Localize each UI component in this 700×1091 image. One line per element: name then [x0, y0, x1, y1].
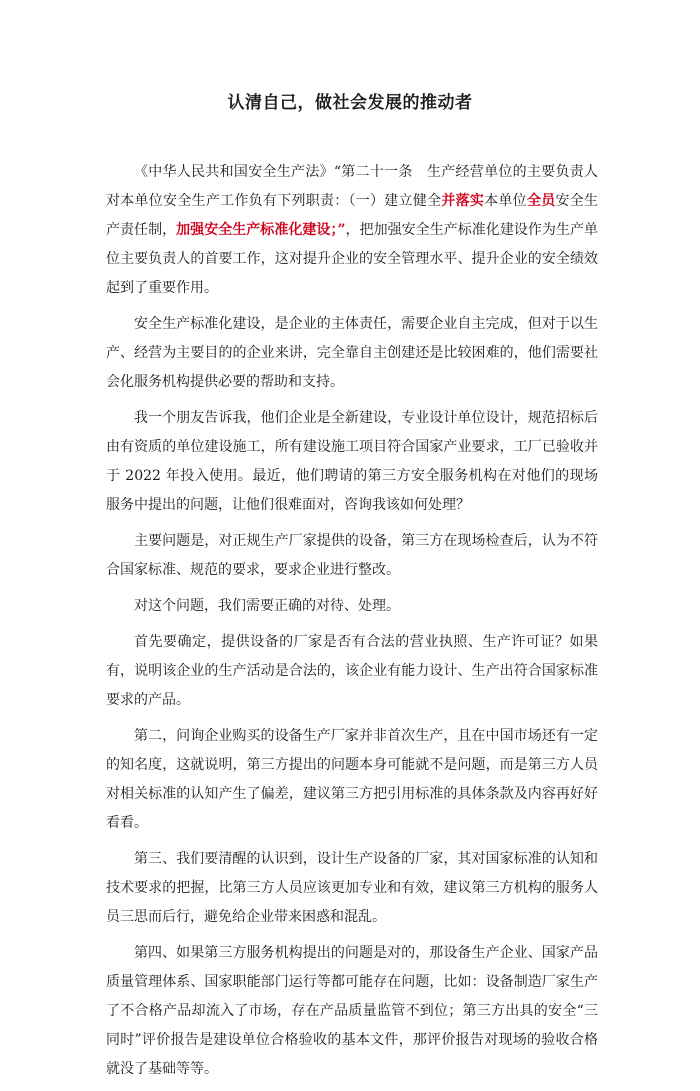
paragraph-1-text-d: ，把加强安全生产标准化建设作为生产单位主要负责人的首要工作，这对提升企业的安全管理水平、提升企业的安全绩效起到了重要作用。	[106, 222, 598, 296]
paragraph-1-text-b: 本单位	[484, 193, 527, 209]
document-body	[106, 158, 598, 1091]
highlight-text: 全员	[526, 193, 556, 209]
paragraph-6: 首先要确定，提供设备的厂家是否有合法的营业执照、生产许可证？如果有，说明该企业的生产活动是合法的，该企业有能力设计、生产出符合国家标准要求的产品。	[106, 634, 598, 708]
highlight-text: 加强安全生产标准化建设；”	[176, 222, 346, 238]
paragraph-1-text-c: 安全生产责任制，	[106, 193, 599, 238]
paragraph-1-text-a: 《中华人民共和国安全生产法》“第二十一条 生产经营单位的主要负责人对本单位安全生产工作负有下列职责：（一）建立健全	[106, 164, 598, 209]
paragraph-1	[106, 158, 598, 303]
document-title: 认清自己，做社会发展的推动者	[227, 93, 473, 113]
highlight-text: 并落实	[441, 193, 485, 209]
paragraph-7: 第二，问询企业购买的设备生产厂家并非首次生产，且在中国市场还有一定的知名度，这就说明，第三方提出的问题本身可能就不是问题，而是第三方人员对相关标准的认知产生了偏差，建议第三方把引用标准的具体条款及内容再好好看看。	[106, 728, 598, 831]
paragraph-4: 主要问题是，对正规生产厂家提供的设备，第三方在现场检查后，认为不符合国家标准、规范的要求，要求企业进行整改。	[106, 533, 598, 578]
paragraph-9: 第四、如果第三方服务机构提出的问题是对的，那设备生产企业、国家产品质量管理体系、国家职能部门运行等都可能存在问题，比如：设备制造厂家生产了不合格产品却流入了市场，存在产品质量监管不到位；第三方出具的安全“三同时”评价报告是建设单位合格验收的基本文件，那评价报告对现场的验收合格就没了基础等等。	[106, 945, 598, 1077]
paragraph-8: 第三、我们要清醒的认识到，设计生产设备的厂家，其对国家标准的认知和技术要求的把握，比第三方人员应该更加专业和有效，建议第三方机构的服务人员三思而后行，避免给企业带来困惑和混乱。	[106, 851, 598, 925]
paragraph-2: 安全生产标准化建设，是企业的主体责任，需要企业自主完成，但对于以生产、经营为主要目的的企业来讲，完全靠自主创建还是比较困难的，他们需要社会化服务机构提供必要的帮助和支持。	[106, 316, 598, 390]
paragraph-3: 我一个朋友告诉我，他们企业是全新建设，专业设计单位设计，规范招标后由有资质的单位建设施工，所有建设施工项目符合国家产业要求，工厂已验收并于 2022 年投入使用。最近，他们聘请的第三方安全服务机构在对他们的现场服务中提出的问题，让他们很难面对，咨询我该如何处理？	[106, 410, 598, 513]
paragraph-5: 对这个问题，我们需要正确的对待、处理。	[134, 598, 400, 614]
